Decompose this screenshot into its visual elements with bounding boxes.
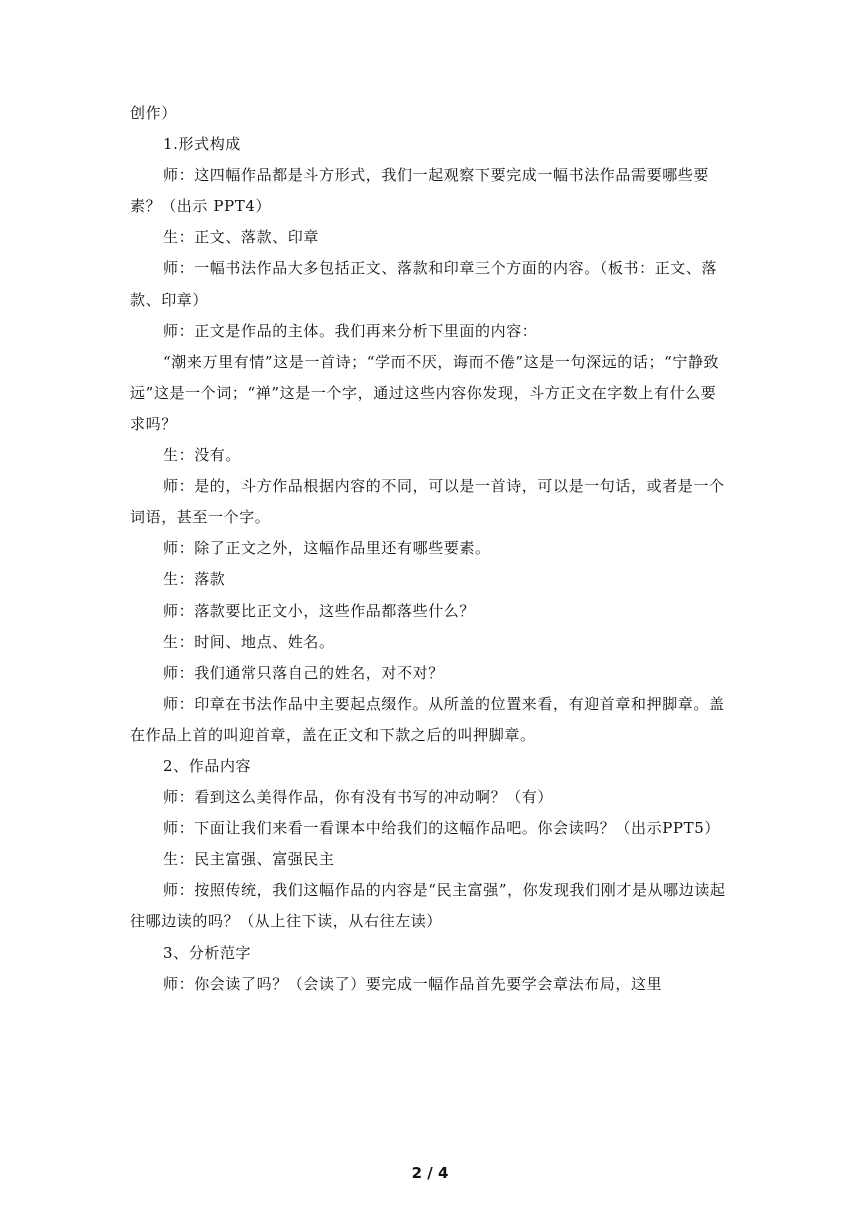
paragraph: 师：这四幅作品都是斗方形式，我们一起观察下要完成一幅书法作品需要哪些要素？（出示 PPT4） [130,166,710,216]
section-heading: 3、分析范字 [163,943,252,962]
paragraph: 师：一幅书法作品大多包括正文、落款和印章三个方面的内容。（板书：正文、落款、印章） [130,259,718,309]
paragraph: 师：落款要比正文小，这些作品都落些什么？ [163,601,476,620]
section-heading: 2、作品内容 [163,756,252,775]
paragraph: 生：正文、落款、印章 [163,228,320,247]
paragraph: 师：印章在书法作品中主要起点缀作。从所盖的位置来看，有迎首章和押脚章。盖在作品上首的叫迎首章，盖在正文和下款之后的叫押脚章。 [130,694,725,744]
paragraph: 生：落款 [163,570,226,589]
paragraph: 创作） [130,104,177,122]
paragraph: 师：是的，斗方作品根据内容的不同，可以是一首诗，可以是一句话，或者是一个词语，甚至一个字。 [130,477,725,527]
paragraph: “潮来万里有情”这是一首诗；“学而不厌，诲而不倦”这是一句深远的话；“宁静致远”这是一个词；“禅”这是一个字，通过这些内容你发现，斗方正文在字数上有什么要求吗？ [130,352,720,433]
paragraph: 师：正文是作品的主体。我们再来分析下里面的内容： [163,321,538,340]
paragraph: 生：时间、地点、姓名。 [163,632,335,651]
paragraph: 生：没有。 [163,446,242,465]
section-heading: 1.形式构成 [163,135,241,154]
paragraph: 生：民主富强、富强民主 [163,850,335,869]
paragraph: 师：我们通常只落自己的姓名，对不对？ [163,663,444,682]
paragraph: 师：按照传统，我们这幅作品的内容是“民主富强”，你发现我们刚才是从哪边读起往哪边读的吗？（从上往下读，从右往左读） [130,881,726,931]
paragraph: 师：看到这么美得作品，你有没有书写的冲动啊？（有） [163,788,554,807]
page-number: 2 / 4 [411,1164,449,1182]
document-body [130,98,730,1000]
paragraph: 师：下面让我们来看一看课本中给我们的这幅作品吧。你会读吗？（出示PPT5） [163,819,720,838]
paragraph: 师：除了正文之外，这幅作品里还有哪些要素。 [163,539,491,558]
paragraph: 师：你会读了吗？（会读了）要完成一幅作品首先要学会章法布局，这里 [163,974,663,993]
